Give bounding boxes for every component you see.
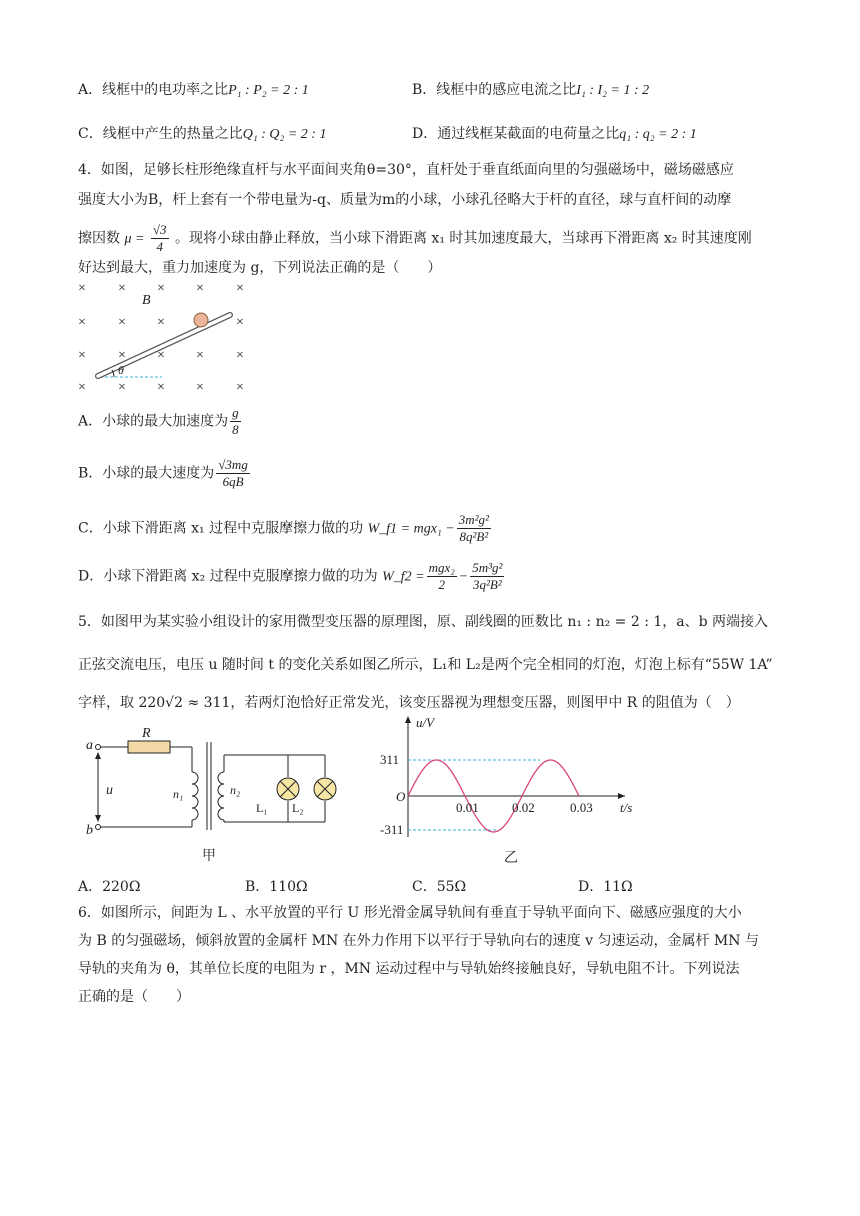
- q3-option-a-math: P₁ : P₂ = 2 : 1: [228, 83, 309, 98]
- field-cross: ×: [118, 380, 126, 395]
- x-tick-002: 0.02: [512, 800, 535, 815]
- q4-line-1: 4．如图，足够长柱形绝缘直杆与水平面间夹角θ=30°，直杆处于垂直纸面向里的匀强磁场中，磁场磁感应: [78, 162, 734, 178]
- secondary-turns-label: n₂: [230, 783, 241, 797]
- q4-option-c-num: 3m²g²: [458, 512, 489, 527]
- q4-option-c-den: 8q²B²: [459, 529, 489, 544]
- q4-option-d-num1: mgx₂: [428, 560, 455, 575]
- q4-option-c-lhs: W_f1 = mgx₁ −: [367, 521, 455, 537]
- q3-option-a: [78, 80, 309, 101]
- origin-label: O: [396, 789, 406, 804]
- figure-caption-yi: 乙: [504, 851, 518, 866]
- terminal-b: b: [86, 823, 93, 838]
- q4-option-a-text: A．小球的最大加速度为: [78, 413, 229, 430]
- field-cross: ×: [157, 315, 165, 330]
- primary-turns-label: n₁: [173, 787, 184, 801]
- lamp-l2: [314, 778, 336, 800]
- q4-option-d-den2: 3q²B²: [472, 577, 502, 592]
- q5-line-2: 正弦交流电压，电压 u 随时间 t 的变化关系如图乙所示，L₁和 L₂是两个完全相同的灯泡，灯泡上标有“55W 1A”: [78, 657, 773, 673]
- field-cross: ×: [118, 281, 126, 296]
- q3-option-d-math: q₁ : q₂ = 2 : 1: [619, 127, 697, 142]
- y-tick-311: 311: [380, 752, 400, 767]
- field-cross: ×: [196, 380, 204, 395]
- q3-option-a-text: A．线框中的电功率之比: [78, 82, 229, 98]
- q4-option-a-num: g: [232, 405, 239, 420]
- q4-line-3: [78, 222, 752, 255]
- q4-option-c-text: C．小球下滑距离 x₁ 过程中克服摩擦力做的功: [78, 520, 364, 537]
- q3-option-d-text: D．通过线框某截面的电荷量之比: [412, 126, 620, 142]
- q4-mu: μ =: [124, 231, 145, 247]
- q4-line-2: 强度大小为B，杆上套有一个带电量为-q、质量为m的小球，小球孔径略大于杆的直径，球与直杆间的动摩: [78, 192, 732, 208]
- field-cross: ×: [157, 281, 165, 296]
- q5-line-3: 字样，取 220√2 ≈ 311，若两灯泡恰好正常发光，该变压器视为理想变压器，则图甲中 R 的阻值为（ ）: [78, 695, 740, 711]
- q3-option-c-text: C．线框中产生的热量之比: [78, 126, 243, 142]
- q3-option-d: [412, 124, 697, 145]
- field-cross: ×: [157, 348, 165, 363]
- lamp-l1: [277, 778, 299, 800]
- figure-caption-jia: 甲: [202, 849, 216, 864]
- field-cross: ×: [196, 281, 204, 296]
- q4-figure: [70, 278, 270, 398]
- q3-option-b: [412, 80, 649, 101]
- q5-option-a: A．220Ω: [78, 879, 141, 895]
- u-axis-label: u/V: [416, 715, 435, 730]
- q4-option-a-den: 8: [232, 422, 239, 437]
- field-cross: ×: [196, 348, 204, 363]
- field-cross: ×: [118, 315, 126, 330]
- field-cross: ×: [157, 380, 165, 395]
- terminal-a: a: [86, 738, 93, 753]
- q4-line-4: 好达到最大，重力加速度为 g，下列说法正确的是（ ）: [78, 260, 442, 276]
- q5-option-c: C．55Ω: [412, 879, 467, 895]
- q4-option-c: [78, 512, 493, 545]
- q4-line-3-b: 。现将小球由静止释放，当小球下滑距离 x₁ 时其加速度最大，当球再下滑距离 x₂ 时其速度刚: [174, 230, 752, 247]
- q4-mu-fraction: [151, 222, 169, 255]
- q4-option-d-lhs: W_f2 =: [382, 569, 425, 585]
- q4-option-d-num2: 5m³g²: [472, 560, 503, 575]
- field-cross: ×: [78, 315, 86, 330]
- x-tick-003: 0.03: [570, 800, 593, 815]
- peak-guides: [408, 760, 540, 830]
- q4-option-c-frac: [457, 512, 491, 545]
- q4-option-b-frac: [216, 457, 250, 490]
- field-label-b: B: [142, 293, 151, 308]
- field-cross: ×: [236, 281, 244, 296]
- q4-option-d-frac1: [427, 560, 457, 593]
- q6-line-2: 为 B 的匀强磁场，倾斜放置的金属杆 MN 在外力作用下以平行于导轨向右的速度 v 匀速运动，金属杆 MN 与: [78, 933, 759, 949]
- voltage-label-u: u: [106, 783, 113, 798]
- q3-option-c-math: Q₁ : Q₂ = 2 : 1: [242, 127, 327, 142]
- q3-option-b-text: B．线框中的感应电流之比: [412, 82, 577, 98]
- x-tick-001: 0.01: [456, 800, 479, 815]
- q4-option-d-minus: −: [458, 569, 469, 585]
- q4-option-b-num: √3mg: [218, 457, 248, 472]
- field-cross: ×: [118, 348, 126, 363]
- field-cross: ×: [236, 380, 244, 395]
- angle-label-theta: θ: [118, 363, 124, 377]
- q4-mu-num: √3: [152, 222, 167, 237]
- q4-option-b: [78, 457, 252, 490]
- field-cross: ×: [78, 380, 86, 395]
- q4-option-d-text: D．小球下滑距离 x₂ 过程中克服摩擦力做的功为: [78, 568, 378, 585]
- field-cross: ×: [236, 315, 244, 330]
- q5-line-1: 5．如图甲为某实验小组设计的家用微型变压器的原理图，原、副线圈的匝数比 n₁ : n₂ = 2 : 1，a、b 两端接入: [78, 614, 769, 630]
- q4-mu-den: 4: [156, 239, 163, 254]
- y-tick-neg-311: -311: [380, 822, 404, 837]
- field-cross: ×: [78, 348, 86, 363]
- q4-option-d-den1: 2: [438, 577, 445, 592]
- lamp-l1-label: L₁: [256, 801, 268, 815]
- charged-ball: [194, 313, 208, 327]
- resistor-label-r: R: [142, 726, 151, 741]
- q6-line-1: 6．如图所示，间距为 L 、水平放置的平行 U 形光滑金属导轨间有垂直于导轨平面向下、磁感应强度的大小: [78, 905, 742, 921]
- q3-option-c: [78, 124, 326, 145]
- q5-option-b: B．110Ω: [245, 879, 308, 895]
- u-axis-arrow: [405, 716, 411, 723]
- q5-option-d: D．11Ω: [578, 879, 633, 895]
- t-axis-arrow: [618, 793, 625, 799]
- q6-line-4: 正确的是（ ）: [78, 989, 190, 1005]
- q4-option-d: [78, 560, 506, 593]
- q3-option-b-math: I₁ : I₂ = 1 : 2: [576, 83, 650, 98]
- field-cross: ×: [236, 348, 244, 363]
- q4-option-a: [78, 405, 243, 438]
- t-axis-label: t/s: [620, 800, 633, 815]
- q4-option-b-text: B．小球的最大速度为: [78, 465, 215, 482]
- q5-figure-waveform: [380, 712, 670, 872]
- q4-option-d-frac2: [470, 560, 504, 593]
- q5-figure-circuit: [80, 722, 350, 872]
- q4-option-a-frac: [230, 405, 241, 438]
- lamp-l2-label: L₂: [292, 801, 304, 815]
- q6-line-3: 导轨的夹角为 θ，其单位长度的电阻为 r ，MN 运动过程中与导轨始终接触良好，导轨电阻不计。下列说法: [78, 961, 740, 977]
- q4-option-b-den: 6qB: [222, 474, 244, 489]
- q4-line-3-a: 擦因数: [78, 230, 120, 247]
- field-cross: ×: [78, 281, 86, 296]
